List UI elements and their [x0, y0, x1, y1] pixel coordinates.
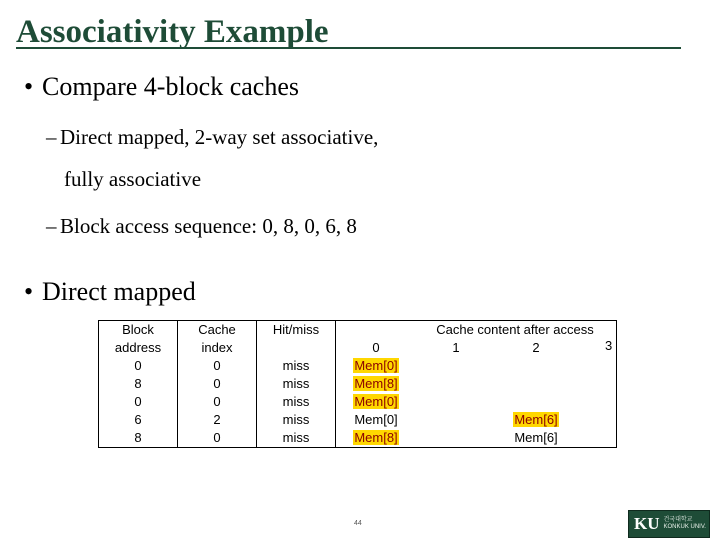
table-row	[99, 429, 617, 448]
cell-content-2: Mem[6]	[496, 429, 576, 448]
bullet-dot: •	[24, 72, 34, 101]
bullet-compare	[24, 72, 299, 102]
university-logo	[628, 510, 710, 538]
index-header: 1	[452, 340, 460, 355]
cache-table	[98, 320, 617, 448]
index-header: 0	[372, 340, 380, 355]
cell-block-address: 8	[99, 375, 178, 393]
cell-hit-miss: miss	[257, 393, 336, 411]
cell-block-address: 0	[99, 357, 178, 375]
cell-content-2: Mem[6]	[514, 412, 558, 427]
cell-content-1	[416, 357, 496, 375]
page-number: 44	[354, 520, 362, 527]
logo-subtext: 건국대학교 KONKUK UNIV.	[663, 517, 706, 530]
table-row	[99, 375, 617, 393]
cell-content-0: Mem[8]	[354, 376, 398, 391]
cell-block-address: 6	[99, 411, 178, 429]
cell-content-2	[496, 357, 576, 375]
cell-content-2	[496, 393, 576, 411]
index-header-3: 3	[605, 338, 613, 353]
title-underline	[16, 47, 681, 49]
cell-content-1	[416, 429, 496, 448]
cell-cache-index: 0	[178, 357, 257, 375]
cell-hit-miss: miss	[257, 375, 336, 393]
cell-hit-miss: miss	[257, 357, 336, 375]
sub-bullet-sequence	[46, 213, 357, 239]
sub-dash: –	[46, 214, 57, 238]
header-block-address: Block	[99, 321, 178, 340]
cell-content-0: Mem[0]	[354, 412, 398, 427]
cell-cache-index: 0	[178, 393, 257, 411]
cell-content-2	[496, 375, 576, 393]
bullet-text: Compare 4-block caches	[42, 72, 300, 101]
cell-cache-index: 2	[178, 411, 257, 429]
cell-cache-index: 0	[178, 429, 257, 448]
cell-block-address: 0	[99, 393, 178, 411]
bullet-direct-mapped	[24, 277, 196, 307]
cell-content-1	[416, 375, 496, 393]
bullet-dot: •	[24, 277, 34, 306]
sub-text: Direct mapped, 2-way set associative,	[60, 125, 379, 149]
slide-title: Associativity Example	[16, 14, 329, 50]
logo-text: KU	[634, 514, 660, 533]
header-hit-miss: Hit/miss	[257, 321, 336, 340]
header-cache-index-l2: index	[178, 339, 257, 357]
cell-hit-miss: miss	[257, 429, 336, 448]
header-cache-content: Cache content after access	[336, 321, 617, 340]
header-block-address-l2: address	[99, 339, 178, 357]
cell-content-0: Mem[0]	[354, 358, 398, 373]
cell-content-1	[416, 393, 496, 411]
cell-cache-index: 0	[178, 375, 257, 393]
sub-text: Block access sequence: 0, 8, 0, 6, 8	[60, 214, 357, 238]
table-row	[99, 411, 617, 429]
bullet-text: Direct mapped	[42, 277, 196, 306]
sub-bullet-types-cont: fully associative	[64, 167, 202, 191]
cell-content-1	[416, 411, 496, 429]
cell-content-0: Mem[8]	[336, 429, 417, 448]
table-row	[99, 393, 617, 411]
cell-hit-miss: miss	[257, 411, 336, 429]
sub-bullet-types	[46, 124, 378, 150]
header-cache-index: Cache	[178, 321, 257, 340]
table-row	[99, 357, 617, 375]
sub-dash: –	[46, 125, 57, 149]
index-header: 2	[532, 340, 540, 355]
cell-block-address: 8	[99, 429, 178, 448]
cell-content-0: Mem[0]	[354, 394, 398, 409]
